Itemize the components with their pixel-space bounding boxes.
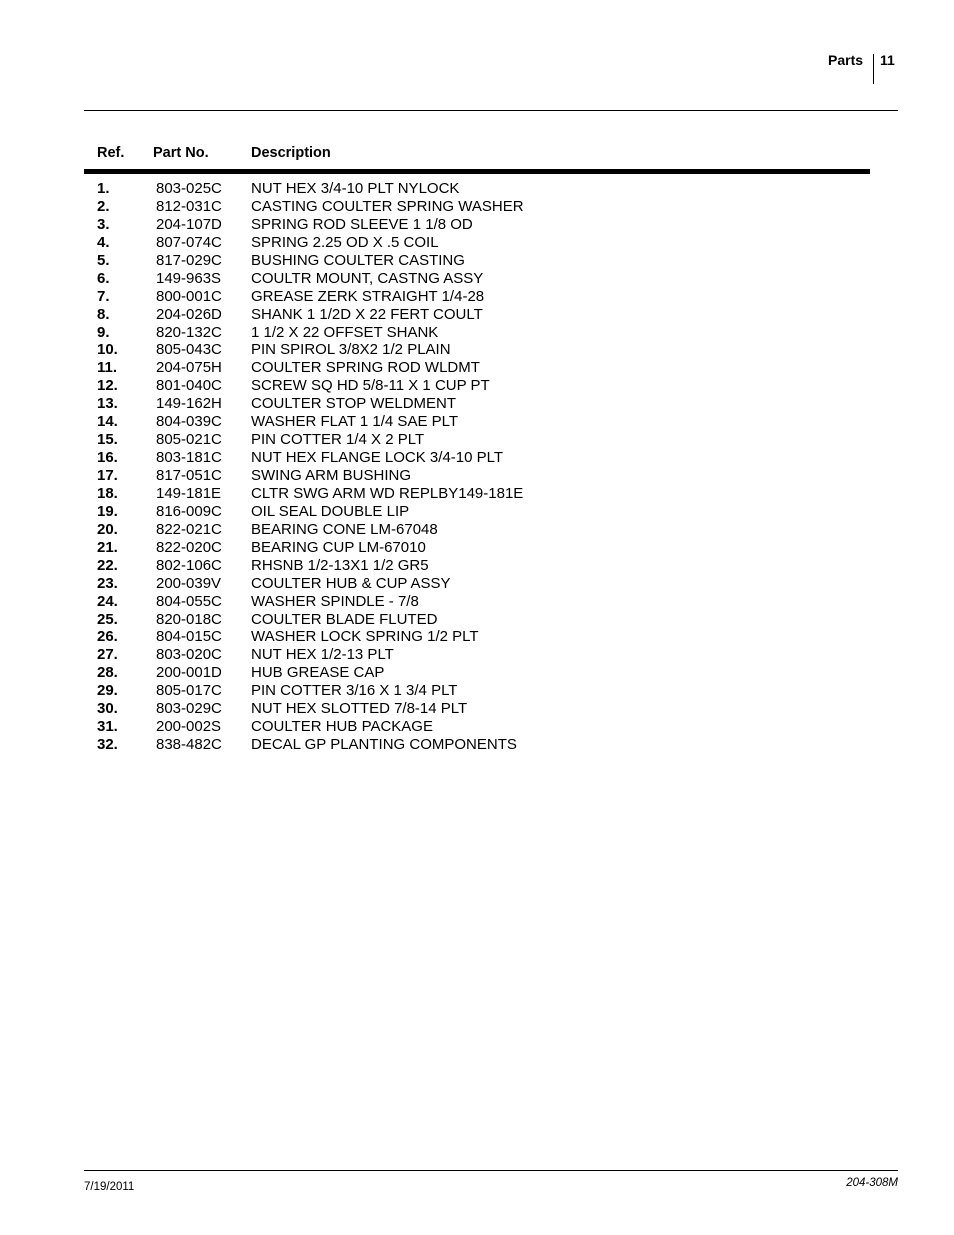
- part-description: SHANK 1 1/2D X 22 FERT COULT: [251, 305, 483, 323]
- part-description: BEARING CUP LM-67010: [251, 538, 426, 556]
- table-row: [0, 180, 954, 198]
- part-description: NUT HEX SLOTTED 7/8-14 PLT: [251, 700, 468, 718]
- table-row: [0, 485, 954, 503]
- ref-number: 24.: [97, 592, 118, 610]
- table-row: [0, 736, 954, 754]
- ref-number: 13.: [97, 395, 118, 413]
- part-description: SPRING 2.25 OD X .5 COIL: [251, 233, 439, 251]
- ref-number: 5.: [97, 251, 110, 269]
- part-description: BUSHING COULTER CASTING: [251, 251, 465, 269]
- table-row: [0, 593, 954, 611]
- table-row: [0, 664, 954, 682]
- header-thick-rule: [84, 169, 870, 174]
- table-row: [0, 395, 954, 413]
- ref-number: 8.: [97, 305, 110, 323]
- part-description: GREASE ZERK STRAIGHT 1/4-28: [251, 287, 485, 305]
- part-number: 200-002S: [156, 718, 222, 736]
- part-number: 200-039V: [156, 574, 222, 592]
- ref-number: 7.: [97, 287, 110, 305]
- ref-number: 31.: [97, 718, 118, 736]
- ref-number: 20.: [97, 520, 118, 538]
- ref-number: 23.: [97, 574, 118, 592]
- column-header-ref: Ref.: [97, 145, 125, 161]
- header-section-title: Parts: [828, 52, 864, 68]
- part-number: 822-020C: [156, 538, 222, 556]
- table-row: [0, 467, 954, 485]
- part-number: 204-107D: [156, 215, 222, 233]
- part-number: 805-043C: [156, 341, 222, 359]
- ref-number: 25.: [97, 610, 118, 628]
- part-number: 803-020C: [156, 646, 222, 664]
- part-description: DECAL GP PLANTING COMPONENTS: [251, 736, 517, 754]
- part-description: HUB GREASE CAP: [251, 664, 385, 682]
- part-description: BEARING CONE LM-67048: [251, 520, 438, 538]
- part-description: COULTER HUB & CUP ASSY: [251, 574, 451, 592]
- table-row: [0, 306, 954, 324]
- table-row: [0, 718, 954, 736]
- part-number: 149-181E: [156, 484, 222, 502]
- ref-number: 14.: [97, 413, 118, 431]
- ref-number: 12.: [97, 377, 118, 395]
- part-description: COULTER HUB PACKAGE: [251, 718, 433, 736]
- part-number: 204-075H: [156, 359, 222, 377]
- ref-number: 27.: [97, 646, 118, 664]
- part-number: 801-040C: [156, 377, 222, 395]
- table-row: [0, 198, 954, 216]
- table-row: [0, 413, 954, 431]
- part-number: 812-031C: [156, 197, 222, 215]
- part-description: NUT HEX 3/4-10 PLT NYLOCK: [251, 180, 460, 197]
- part-number: 822-021C: [156, 520, 222, 538]
- part-description: OIL SEAL DOUBLE LIP: [251, 502, 410, 520]
- part-description: COULTER STOP WELDMENT: [251, 395, 457, 413]
- ref-number: 32.: [97, 736, 118, 754]
- ref-number: 28.: [97, 664, 118, 682]
- ref-number: 10.: [97, 341, 118, 359]
- part-number: 802-106C: [156, 556, 222, 574]
- part-number: 149-162H: [156, 395, 222, 413]
- ref-number: 30.: [97, 700, 118, 718]
- part-description: WASHER SPINDLE - 7/8: [251, 592, 419, 610]
- part-description: CLTR SWG ARM WD REPLBY149-181E: [251, 484, 524, 502]
- ref-number: 1.: [97, 180, 110, 197]
- part-number: 820-018C: [156, 610, 222, 628]
- table-row: [0, 431, 954, 449]
- part-number: 804-055C: [156, 592, 222, 610]
- ref-number: 21.: [97, 538, 118, 556]
- table-row: [0, 288, 954, 306]
- bottom-rule: [84, 1170, 898, 1171]
- ref-number: 29.: [97, 682, 118, 700]
- ref-number: 9.: [97, 323, 110, 341]
- ref-number: 11.: [97, 359, 118, 377]
- table-row: [0, 324, 954, 342]
- footer-date: 7/19/2011: [84, 1181, 135, 1193]
- page-number: 11: [880, 52, 895, 68]
- header-divider: [873, 54, 874, 84]
- part-description: NUT HEX FLANGE LOCK 3/4-10 PLT: [251, 449, 504, 467]
- table-row: [0, 359, 954, 377]
- part-description: SWING ARM BUSHING: [251, 467, 412, 484]
- table-row: [0, 234, 954, 252]
- ref-number: 15.: [97, 431, 118, 449]
- part-description: 1 1/2 X 22 OFFSET SHANK: [251, 323, 439, 341]
- parts-table-body: [0, 180, 954, 754]
- part-number: 838-482C: [156, 736, 222, 754]
- table-row: [0, 521, 954, 539]
- part-number: 804-015C: [156, 628, 222, 646]
- part-number: 805-017C: [156, 682, 222, 700]
- table-row: [0, 611, 954, 629]
- part-number: 803-181C: [156, 449, 222, 467]
- part-description: CASTING COULTER SPRING WASHER: [251, 197, 524, 215]
- table-row: [0, 682, 954, 700]
- table-row: [0, 216, 954, 234]
- ref-number: 2.: [97, 197, 110, 215]
- part-description: WASHER LOCK SPRING 1/2 PLT: [251, 628, 479, 646]
- part-description: PIN COTTER 1/4 X 2 PLT: [251, 431, 425, 449]
- part-description: SCREW SQ HD 5/8-11 X 1 CUP PT: [251, 377, 490, 395]
- ref-number: 17.: [97, 467, 118, 484]
- part-description: WASHER FLAT 1 1/4 SAE PLT: [251, 413, 459, 431]
- ref-number: 6.: [97, 269, 110, 287]
- part-number: 200-001D: [156, 664, 222, 682]
- part-number: 149-963S: [156, 269, 222, 287]
- table-row: [0, 575, 954, 593]
- part-number: 816-009C: [156, 502, 222, 520]
- part-description: NUT HEX 1/2-13 PLT: [251, 646, 394, 664]
- table-row: [0, 539, 954, 557]
- table-row: [0, 646, 954, 664]
- part-description: RHSNB 1/2-13X1 1/2 GR5: [251, 556, 429, 574]
- part-number: 817-051C: [156, 467, 222, 484]
- table-row: [0, 449, 954, 467]
- part-number: 804-039C: [156, 413, 222, 431]
- ref-number: 18.: [97, 484, 118, 502]
- part-description: COULTER BLADE FLUTED: [251, 610, 438, 628]
- table-row: [0, 270, 954, 288]
- table-row: [0, 377, 954, 395]
- table-row: [0, 341, 954, 359]
- part-description: PIN SPIROL 3/8X2 1/2 PLAIN: [251, 341, 451, 359]
- footer-doc-number: 204-308M: [846, 1177, 898, 1189]
- table-row: [0, 700, 954, 718]
- part-number: 807-074C: [156, 233, 222, 251]
- part-number: 820-132C: [156, 323, 222, 341]
- ref-number: 3.: [97, 215, 110, 233]
- part-number: 803-029C: [156, 700, 222, 718]
- ref-number: 16.: [97, 449, 118, 467]
- part-description: COULTR MOUNT, CASTNG ASSY: [251, 269, 484, 287]
- part-number: 803-025C: [156, 180, 222, 197]
- part-number: 800-001C: [156, 287, 222, 305]
- ref-number: 26.: [97, 628, 118, 646]
- column-header-description: Description: [251, 145, 331, 161]
- table-row: [0, 252, 954, 270]
- table-row: [0, 557, 954, 575]
- part-description: SPRING ROD SLEEVE 1 1/8 OD: [251, 215, 473, 233]
- part-description: COULTER SPRING ROD WLDMT: [251, 359, 480, 377]
- ref-number: 22.: [97, 556, 118, 574]
- part-description: PIN COTTER 3/16 X 1 3/4 PLT: [251, 682, 458, 700]
- ref-number: 19.: [97, 502, 118, 520]
- part-number: 805-021C: [156, 431, 222, 449]
- ref-number: 4.: [97, 233, 110, 251]
- part-number: 817-029C: [156, 251, 222, 269]
- top-rule: [84, 110, 898, 111]
- part-number: 204-026D: [156, 305, 222, 323]
- column-header-part-no: Part No.: [153, 145, 209, 161]
- table-row: [0, 503, 954, 521]
- table-row: [0, 628, 954, 646]
